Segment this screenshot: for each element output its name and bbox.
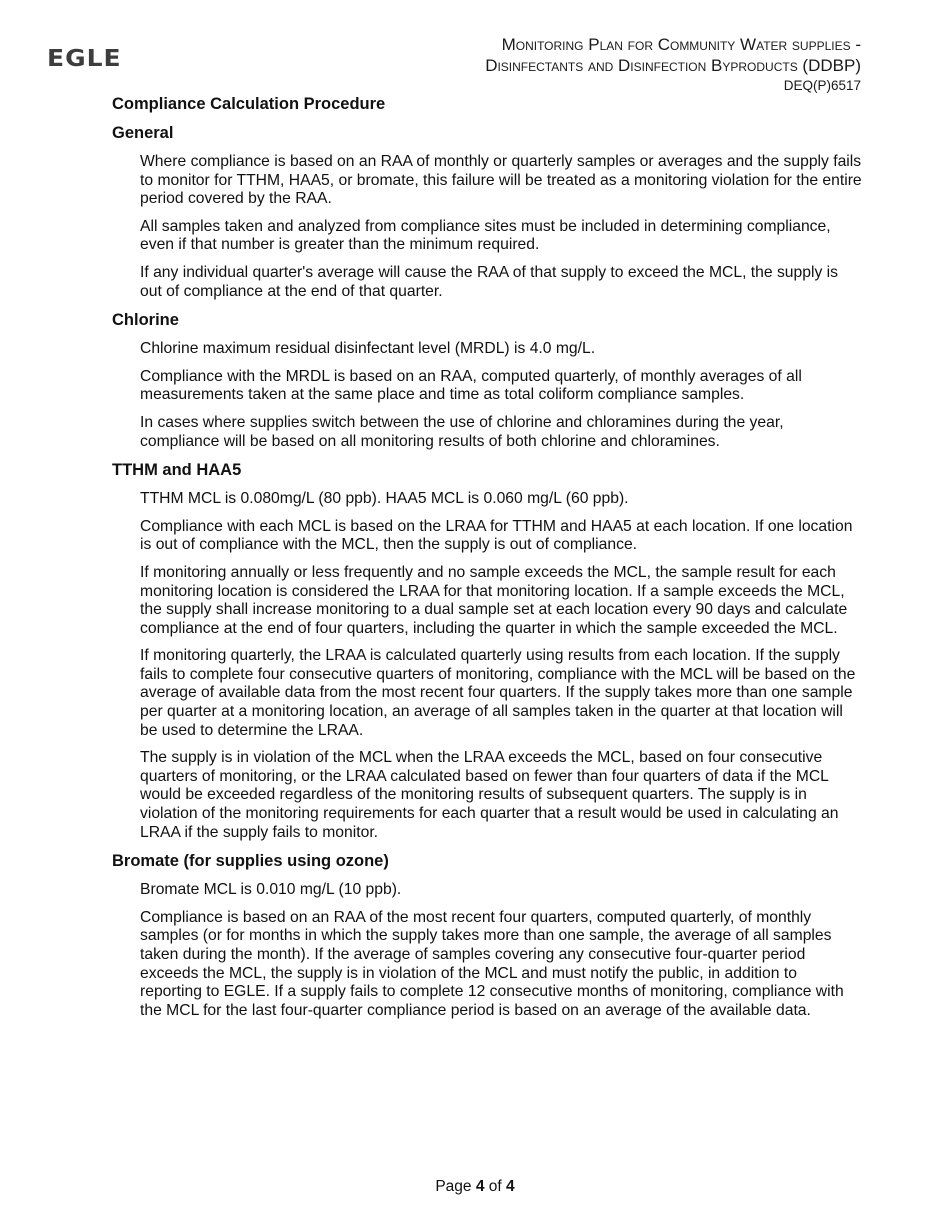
subsection-heading-general: General — [112, 124, 174, 142]
paragraph: Bromate MCL is 0.010 mg/L (10 ppb). — [140, 881, 402, 899]
header-title-line-1: Monitoring Plan for Community Water supplies - — [501, 35, 861, 54]
paragraph: Where compliance is based on an RAA of monthly or quarterly samples or averages and the supply fails to monitor for TTHM, HAA5, or bromate, this failure will be treated as a monitoring violation for the entire period covered by the RAA. — [140, 153, 862, 208]
paragraph: The supply is in violation of the MCL when the LRAA exceeds the MCL, based on four consecutive quarters of monitoring, or the LRAA calculated based on fewer than four quarters of data if the MCL would be exceeded regardless of the monitoring results of subsequent quarters. The supply is in violation of the monitoring requirements for each quarter that a result would be used in calculating an LRAA if the supply fails to monitor. — [140, 749, 839, 841]
egle-logo: EGLE — [47, 45, 122, 72]
subsection-heading-tthm-haa5: TTHM and HAA5 — [112, 461, 242, 480]
page-total: 4 — [506, 1178, 515, 1195]
section-title: Compliance Calculation Procedure — [112, 95, 386, 113]
subsection-heading-chlorine: Chlorine — [112, 311, 179, 330]
subsection-heading-bromate: Bromate (for supplies using ozone) — [112, 852, 389, 871]
paragraph: Compliance is based on an RAA of the most recent four quarters, computed quarterly, of monthly samples (or for months in which the supply takes more than one sample, the average of all samples taken during the month). If the average of samples covering any consecutive four-quarter period exceeds the MCL, the supply is in violation of the MCL and must notify the public, in addition to reporting to EGLE. If a supply fails to complete 12 consecutive months of monitoring, compliance with the MCL for the last four-quarter compliance period is based on an average of the available data. — [140, 908, 844, 1019]
document-body — [112, 94, 862, 1029]
document-header — [485, 34, 861, 95]
form-code: DEQ(P)6517 — [783, 78, 861, 93]
paragraph: In cases where supplies switch between the use of chlorine and chloramines during the year, compliance will be based on all monitoring results of both chlorine and chloramines. — [140, 413, 784, 450]
paragraph: TTHM MCL is 0.080mg/L (80 ppb). HAA5 MCL is 0.060 mg/L (60 ppb). — [140, 490, 629, 508]
paragraph: If monitoring annually or less frequently and no sample exceeds the MCL, the sample result for each monitoring location is considered the LRAA for that monitoring location. If a sample exceeds the MCL, the supply shall increase monitoring to a dual sample set at each location every 90 days and calculate compliance at the end of four quarters, including the quarter in which the sample exceeded the MCL. — [140, 563, 848, 637]
page-current: 4 — [475, 1178, 485, 1195]
paragraph: Compliance with the MRDL is based on an RAA, computed quarterly, of monthly averages of all measurements taken at the same place and time as total coliform compliance samples. — [140, 367, 802, 404]
paragraph: If any individual quarter's average will cause the RAA of that supply to exceed the MCL, the supply is out of compliance at the end of that quarter. — [140, 263, 838, 300]
of-word: of — [488, 1178, 502, 1195]
paragraph: Compliance with each MCL is based on the LRAA for TTHM and HAA5 at each location. If one location is out of compliance with the MCL, then the supply is out of compliance. — [140, 517, 853, 554]
paragraph: If monitoring quarterly, the LRAA is calculated quarterly using results from each location. If the supply fails to complete four consecutive quarters of monitoring, compliance with the MCL will be based on the average of available data from the most recent four quarters. If the supply takes more than one sample per quarter at a monitoring location, an average of all samples taken in the quarter at that location will be used to determine the LRAA. — [140, 647, 856, 739]
paragraph: Chlorine maximum residual disinfectant level (MRDL) is 4.0 mg/L. — [140, 340, 596, 358]
page-number — [0, 1178, 950, 1196]
paragraph: All samples taken and analyzed from compliance sites must be included in determining compliance, even if that number is greater than the minimum required. — [140, 217, 831, 254]
header-title-line-2: Disinfectants and Disinfection Byproducts (DDBP) — [485, 56, 861, 75]
page-word: Page — [435, 1178, 472, 1195]
